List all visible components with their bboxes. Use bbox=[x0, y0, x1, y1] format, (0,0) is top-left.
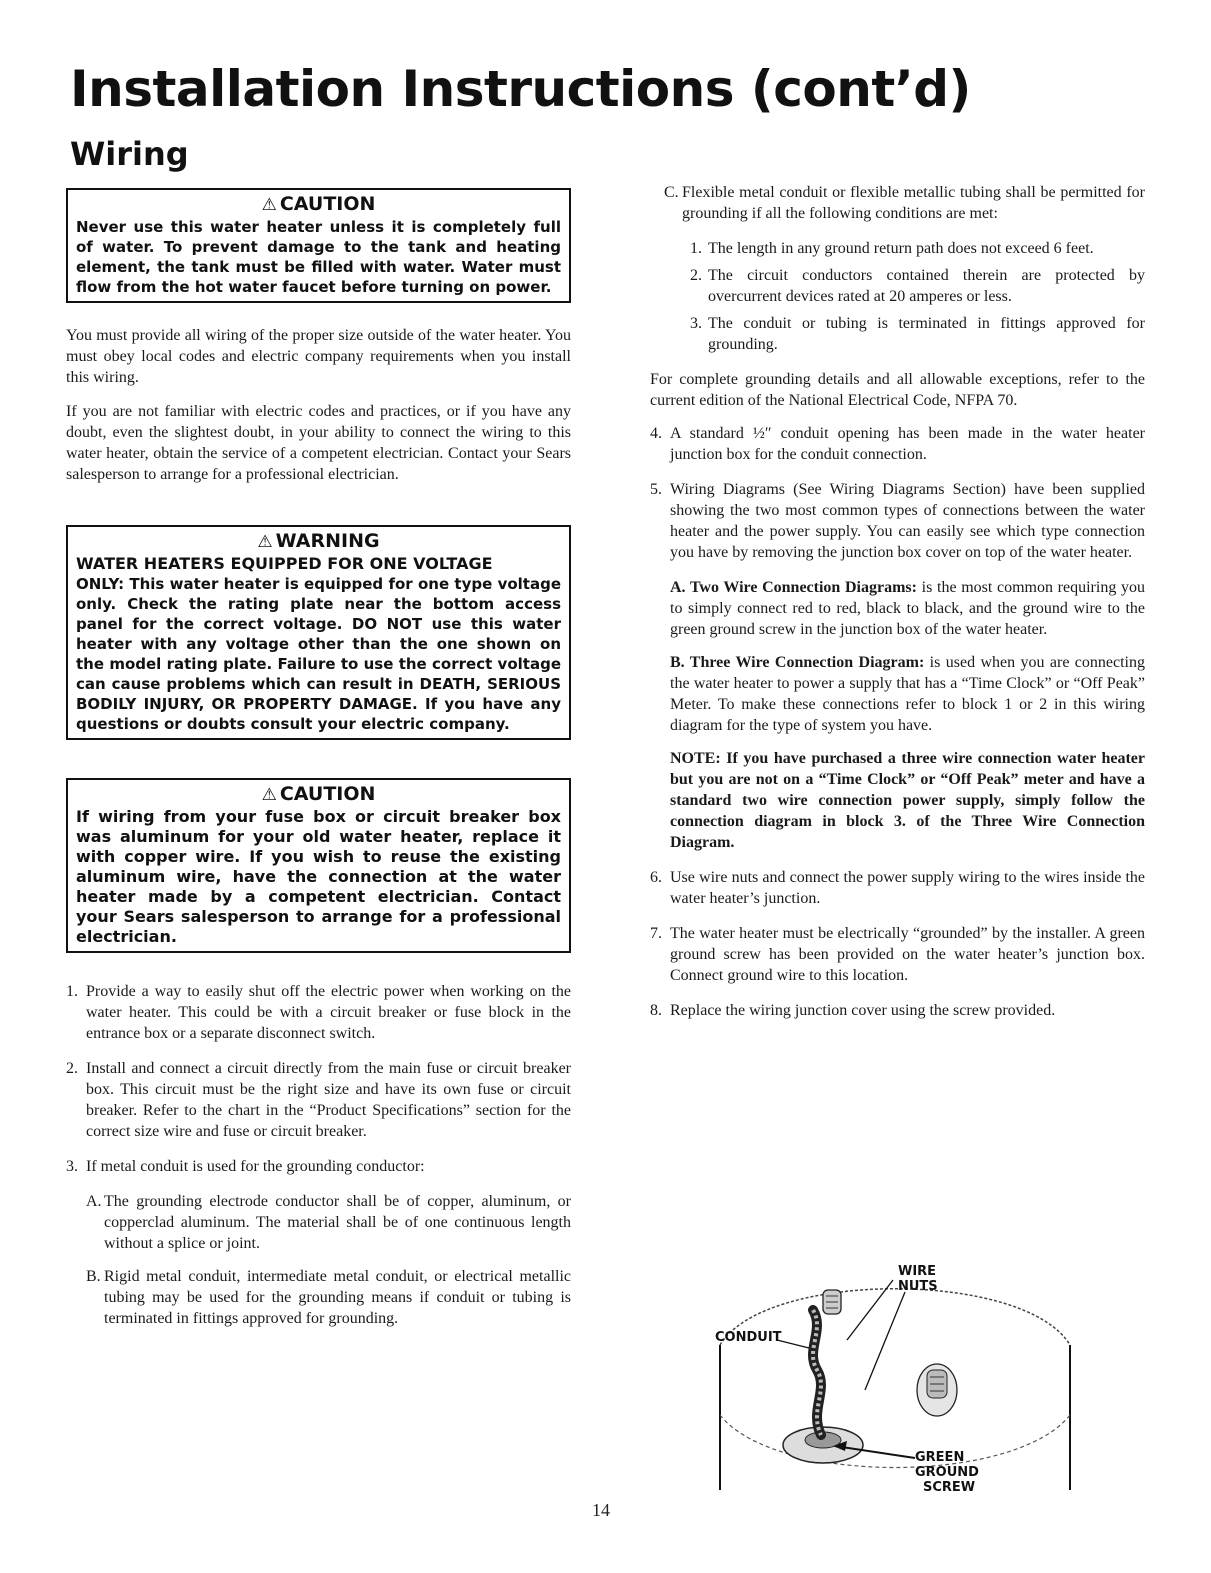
water-heater-drawing bbox=[705, 1250, 1085, 1510]
wire-nuts-leader bbox=[865, 1292, 905, 1390]
right-column bbox=[650, 182, 1145, 1021]
item-number: 8. bbox=[650, 1002, 662, 1019]
nec-note: For complete grounding details and all allowable exceptions, refer to the current edition of the National Electrical Code, NFPA 70. bbox=[650, 371, 1145, 409]
item-number: 4. bbox=[650, 425, 662, 442]
item-number: 2. bbox=[690, 267, 702, 284]
sub-item bbox=[690, 265, 1145, 307]
item-text: Provide a way to easily shut off the electric power when working on the water heater. This could be with a circuit breaker or fuse block in the entrance box or a separate disconnect switch. bbox=[86, 983, 571, 1042]
item-letter: C. bbox=[664, 184, 679, 201]
tank-lower-curve bbox=[720, 1415, 1070, 1468]
item-number: 2. bbox=[66, 1060, 78, 1077]
caution-heading: CAUTION bbox=[279, 783, 376, 805]
item-number: 3. bbox=[690, 315, 702, 332]
warning-heading: WARNING bbox=[275, 530, 380, 552]
ground-screw-label: GREEN GROUND SCREW bbox=[915, 1450, 979, 1495]
list-item bbox=[650, 479, 1145, 563]
two-wire-paragraph bbox=[670, 577, 1145, 640]
item-text: The circuit conductors contained therein are protected by overcurrent devices rated at 20 amperes or less. bbox=[708, 267, 1145, 305]
warning-triangle-icon: ⚠ bbox=[261, 785, 277, 805]
caution-heading: CAUTION bbox=[279, 193, 376, 215]
sub-item bbox=[690, 313, 1145, 355]
three-wire-label: B. Three Wire Connection Diagram: bbox=[670, 654, 925, 671]
warning-triangle-icon: ⚠ bbox=[261, 195, 277, 215]
item-number: 3. bbox=[66, 1158, 78, 1175]
page-title: Installation Instructions (cont’d) bbox=[70, 60, 971, 118]
warning-box bbox=[66, 525, 571, 740]
list-item bbox=[650, 867, 1145, 909]
item-text: Wiring Diagrams (See Wiring Diagrams Section) have been supplied showing the two most common types of connections between the water heater and the power supply. You can easily see which type connection you have by removing the junction box cover on top of the water heater. bbox=[670, 481, 1145, 561]
three-wire-paragraph bbox=[670, 652, 1145, 736]
two-wire-text: is the most common requiring you to simply connect red to red, black to black, and the ground wire to the green ground screw in the junction box of the water heater. bbox=[670, 579, 1145, 638]
page-number: 14 bbox=[592, 1500, 610, 1520]
two-wire-label: A. Two Wire Connection Diagrams: bbox=[670, 579, 917, 596]
list-item bbox=[66, 1156, 571, 1177]
list-item bbox=[650, 923, 1145, 986]
item-text: Replace the wiring junction cover using the screw provided. bbox=[670, 1002, 1056, 1019]
list-item bbox=[650, 1000, 1145, 1021]
item-text: Install and connect a circuit directly from the main fuse or circuit breaker box. This circuit must be the right size and have its own fuse or circuit breaker. Refer to the chart in the “Product Specifications” section for the correct size wire and fuse or circuit breaker. bbox=[86, 1060, 571, 1140]
caution-box-1 bbox=[66, 188, 571, 303]
intro-paragraph-2: If you are not familiar with electric codes and practices, or if you have any doubt, even the slightest doubt, in your ability to connect the wiring to this water heater, obtain the service of a competent electrician. Contact your Sears salesperson to arrange for a professional electrician. bbox=[66, 403, 571, 483]
sub-item bbox=[86, 1191, 571, 1254]
sub-item bbox=[690, 238, 1145, 259]
list-item bbox=[650, 423, 1145, 465]
item-text: The length in any ground return path does not exceed 6 feet. bbox=[708, 240, 1094, 257]
item-text: The grounding electrode conductor shall be of copper, aluminum, or copperclad aluminum. The material shall be of one continuous length without a splice or joint. bbox=[104, 1193, 571, 1252]
item-text: Rigid metal conduit, intermediate metal conduit, or electrical metallic tubing may be used for the grounding means if conduit or tubing is terminated in fittings approved for grounding. bbox=[104, 1268, 571, 1327]
item-number: 5. bbox=[650, 481, 662, 498]
item-number: 7. bbox=[650, 925, 662, 942]
item-text: The water heater must be electrically “grounded” by the installer. A green ground screw has been provided on the water heater’s junction box. Connect ground wire to this location. bbox=[670, 925, 1145, 984]
item-letter: A. bbox=[86, 1193, 102, 1210]
wire-nut-icon bbox=[823, 1290, 841, 1314]
wire-nuts-label: WIRE NUTS bbox=[898, 1264, 938, 1294]
intro-paragraph-1: You must provide all wiring of the proper size outside of the water heater. You must obey local codes and electric company requirements when you install this wiring. bbox=[66, 327, 571, 386]
caution-box-2 bbox=[66, 778, 571, 953]
warning-triangle-icon: ⚠ bbox=[257, 532, 273, 552]
item-number: 1. bbox=[690, 240, 702, 257]
left-column bbox=[66, 188, 571, 1329]
three-wire-text: is used when you are connecting the water heater to power a supply that has a “Time Clock” or “Off Peak” Meter. To make these connections refer to block 1 or 2 in this wiring diagram for the type of system you have. bbox=[670, 654, 1146, 734]
list-item bbox=[66, 981, 571, 1044]
item-letter: B. bbox=[86, 1268, 101, 1285]
wire-nut-icon bbox=[917, 1364, 957, 1416]
conduit-label: CONDUIT bbox=[715, 1330, 782, 1345]
note-paragraph: NOTE: If you have purchased a three wire connection water heater but you are not on a “Time Clock” or “Off Peak” meter and have a standard two wire connection power supply, simply follow the connection diagram in block 3. of the Three Wire Connection Diagram. bbox=[670, 750, 1145, 851]
item-text: Use wire nuts and connect the power supply wiring to the wires inside the water heater’s junction. bbox=[670, 869, 1145, 907]
section-title: Wiring bbox=[70, 135, 189, 173]
item-number: 1. bbox=[66, 983, 78, 1000]
caution-text: If wiring from your fuse box or circuit breaker box was aluminum for your old water heater, replace it with copper wire. If you wish to reuse the existing aluminum wire, have the connection at the water heater made by a competent electrician. Contact your Sears salesperson to arrange for a professional electrician. bbox=[76, 807, 561, 946]
item-number: 6. bbox=[650, 869, 662, 886]
sub-item bbox=[86, 1266, 571, 1329]
caution-text: Never use this water heater unless it is completely full of water. To prevent damage to the tank and heating element, the tank must be filled with water. Water must flow from the hot water faucet before turning on power. bbox=[76, 218, 561, 296]
warning-line-1: WATER HEATERS EQUIPPED FOR ONE VOLTAGE bbox=[76, 554, 493, 573]
list-item bbox=[66, 1058, 571, 1142]
sub-item bbox=[664, 182, 1145, 224]
warning-text: ONLY: This water heater is equipped for one type voltage only. Check the rating plate near the bottom access panel for the correct voltage. DO NOT use this water heater with any voltage other than the one shown on the model rating plate. Failure to use the correct voltage can cause problems which can result in DEATH, SERIOUS BODILY INJURY, OR PROPERTY DAMAGE. If you have any questions or doubts consult your electric company. bbox=[76, 575, 561, 733]
item-text: A standard ½″ conduit opening has been made in the water heater junction box for the conduit connection. bbox=[670, 425, 1145, 463]
item-text: The conduit or tubing is terminated in fittings approved for grounding. bbox=[708, 315, 1145, 353]
item-text: Flexible metal conduit or flexible metallic tubing shall be permitted for grounding if all the following conditions are met: bbox=[682, 184, 1145, 222]
water-heater-top-illustration bbox=[705, 1250, 1085, 1510]
item-text: If metal conduit is used for the grounding conductor: bbox=[86, 1158, 425, 1175]
